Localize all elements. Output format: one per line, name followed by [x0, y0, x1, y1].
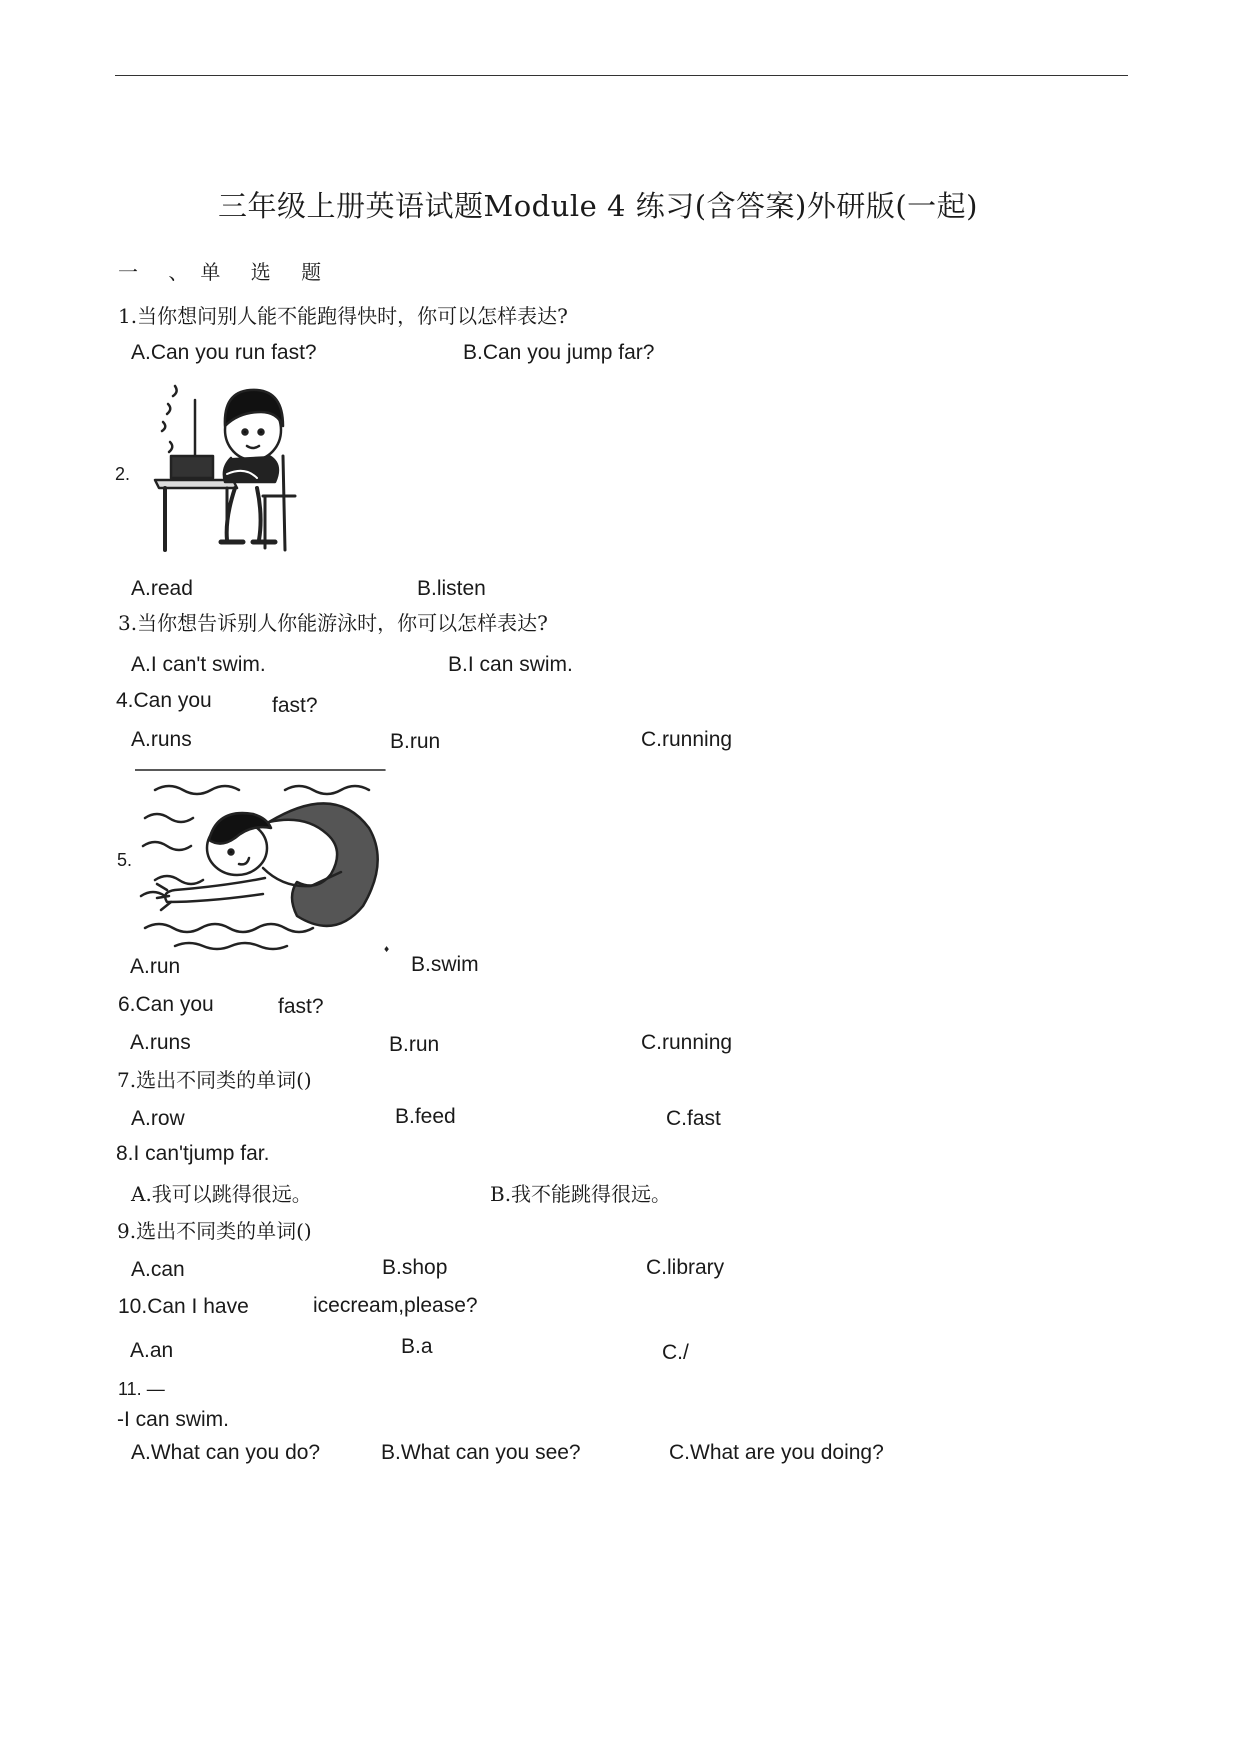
question-9-option-b[interactable]: B.shop	[382, 1256, 448, 1279]
question-9-text: 9.选出不同类的单词()	[117, 1219, 312, 1243]
question-1-text: 1.当你想问别人能不能跑得快时，你可以怎样表达?	[118, 304, 568, 328]
question-4-option-a[interactable]: A.runs	[131, 728, 192, 751]
question-10-option-a[interactable]: A.an	[130, 1339, 174, 1362]
boy-swimming-picture	[135, 768, 395, 954]
question-11-answer-line: -I can swim.	[117, 1408, 230, 1431]
question-3-option-a[interactable]: A.I can't swim.	[131, 653, 266, 676]
question-2-option-b[interactable]: B.listen	[417, 577, 486, 600]
question-4-option-b[interactable]: B.run	[390, 730, 441, 753]
question-3-option-b[interactable]: B.I can swim.	[448, 653, 573, 676]
question-11-option-c[interactable]: C.What are you doing?	[669, 1441, 884, 1464]
question-6-option-a[interactable]: A.runs	[130, 1031, 191, 1054]
question-3-text: 3.当你想告诉别人你能游泳时，你可以怎样表达?	[118, 611, 548, 635]
question-10-text-end: icecream,please?	[313, 1294, 478, 1317]
question-11-text: 11. —	[118, 1379, 165, 1399]
question-6-option-c[interactable]: C.running	[641, 1031, 733, 1054]
question-6-text-start: 6.Can you	[118, 993, 214, 1016]
question-4-option-c[interactable]: C.running	[641, 728, 733, 751]
question-8-option-b[interactable]: B.我不能跳得很远。	[490, 1182, 672, 1206]
question-2-number: 2.	[115, 464, 131, 484]
question-5-option-b[interactable]: B.swim	[411, 953, 479, 976]
question-9-option-a[interactable]: A.can	[131, 1258, 185, 1281]
question-7-option-c[interactable]: C.fast	[666, 1107, 721, 1130]
question-6-text-end: fast?	[278, 995, 324, 1018]
question-11-option-a[interactable]: A.What can you do?	[131, 1441, 321, 1464]
question-5-option-a[interactable]: A.run	[130, 955, 181, 978]
section-heading: 一 、单 选 题	[118, 260, 334, 284]
question-5-number: 5.	[117, 850, 133, 870]
boy-listening-to-radio-picture	[135, 378, 305, 553]
question-8-option-a[interactable]: A.我可以跳得很远。	[131, 1182, 312, 1206]
question-9-option-c[interactable]: C.library	[646, 1256, 725, 1279]
question-10-option-c[interactable]: C./	[662, 1341, 689, 1364]
question-7-option-a[interactable]: A.row	[131, 1107, 185, 1130]
question-11-option-b[interactable]: B.What can you see?	[381, 1441, 581, 1464]
question-8-text: 8.I can'tjump far.	[116, 1142, 270, 1165]
question-2-option-a[interactable]: A.read	[131, 577, 193, 600]
question-1-option-a[interactable]: A.Can you run fast?	[131, 341, 317, 364]
question-10-text-start: 10.Can I have	[118, 1295, 249, 1318]
header-rule	[115, 75, 1128, 76]
question-7-text: 7.选出不同类的单词()	[117, 1068, 312, 1092]
question-6-option-b[interactable]: B.run	[389, 1033, 440, 1056]
question-4-text-end: fast?	[272, 694, 318, 717]
question-1-option-b[interactable]: B.Can you jump far?	[463, 341, 655, 364]
page-title: 三年级上册英语试题Module 4 练习(含答案)外研版(一起)	[218, 189, 978, 223]
question-4-text-start: 4.Can you	[116, 689, 212, 712]
question-10-option-b[interactable]: B.a	[401, 1335, 433, 1358]
svg-text:♦: ♦	[383, 945, 391, 954]
question-7-option-b[interactable]: B.feed	[395, 1105, 456, 1128]
